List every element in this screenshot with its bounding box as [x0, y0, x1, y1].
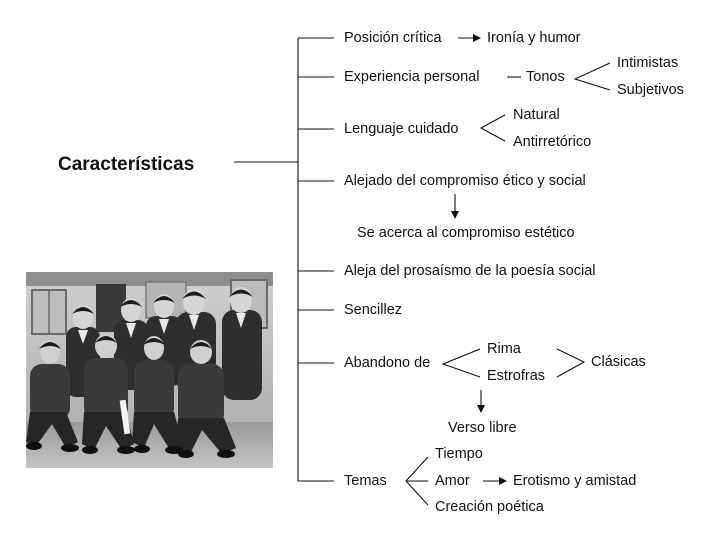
- node-posicion-critica: Posición crítica: [344, 30, 442, 46]
- node-intimistas: Intimistas: [617, 55, 679, 71]
- node-antirretorico: Antirretórico: [513, 134, 592, 150]
- node-sencillez: Sencillez: [344, 302, 403, 318]
- diagram-title: Características: [58, 154, 195, 175]
- group-photo: [26, 272, 273, 468]
- node-temas: Temas: [344, 473, 387, 489]
- node-aleja-prosaismo: Aleja del prosaísmo de la poesía social: [344, 263, 596, 279]
- node-ironia-humor: Ironía y humor: [487, 30, 581, 46]
- node-rima: Rima: [487, 341, 521, 357]
- node-abandono-de: Abandono de: [344, 355, 431, 371]
- node-tonos: Tonos: [526, 69, 565, 85]
- node-verso-libre: Verso libre: [448, 420, 517, 436]
- node-amor: Amor: [435, 473, 470, 489]
- node-erotismo-amistad: Erotismo y amistad: [513, 473, 637, 489]
- node-subjetivos: Subjetivos: [617, 82, 684, 98]
- node-estrofras: Estrofras: [487, 368, 546, 384]
- node-tiempo: Tiempo: [435, 446, 483, 462]
- node-creacion-poetica: Creación poética: [435, 499, 544, 515]
- node-alejado-compromiso: Alejado del compromiso ético y social: [344, 173, 586, 189]
- node-clasicas: Clásicas: [591, 354, 646, 370]
- node-acerca-compromiso: Se acerca al compromiso estético: [357, 225, 575, 241]
- node-natural: Natural: [513, 107, 560, 123]
- node-experiencia-personal: Experiencia personal: [344, 69, 480, 85]
- node-lenguaje-cuidado: Lenguaje cuidado: [344, 121, 459, 137]
